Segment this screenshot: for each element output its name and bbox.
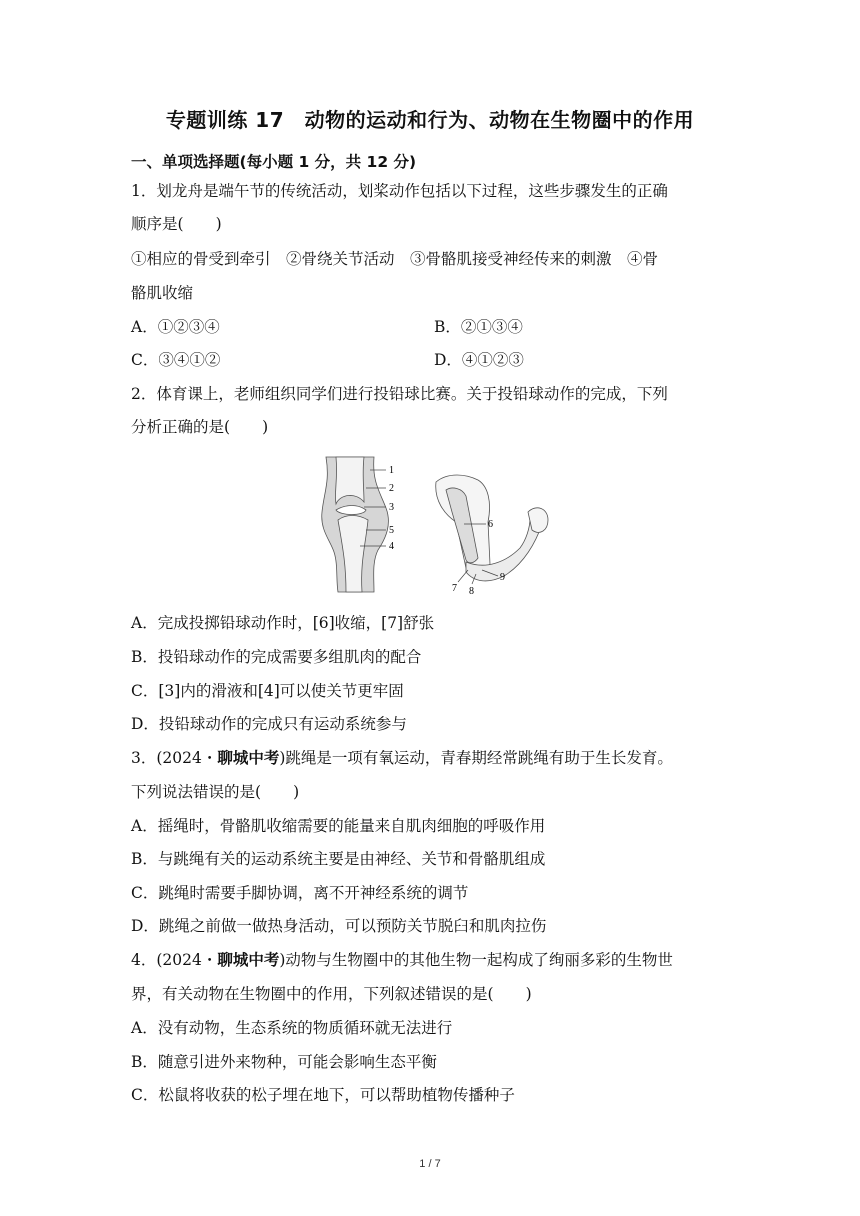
page-number: 1 / 7: [419, 1158, 441, 1170]
q1-stem-line1: 1．划龙舟是端午节的传统活动，划桨动作包括以下过程，这些步骤发生的正确: [131, 182, 668, 200]
fig-label-5: 5: [389, 525, 394, 536]
section-heading: 一、单项选择题(每小题 1 分，共 12 分): [131, 153, 417, 171]
q4-option-b: B．随意引进外来物种，可能会影响生态平衡: [131, 1053, 437, 1071]
fig-label-4: 4: [389, 541, 394, 552]
q3-option-a: A．摇绳时，骨骼肌收缩需要的能量来自肌肉细胞的呼吸作用: [131, 817, 546, 835]
joint-arm-figure: [316, 452, 556, 594]
q4-stem-line1: 4．(2024・聊城中考)动物与生物圈中的其他生物一起构成了绚丽多彩的生物世: [131, 951, 673, 969]
q4-option-a: A．没有动物，生态系统的物质循环就无法进行: [131, 1019, 453, 1037]
q3-option-b: B．与跳绳有关的运动系统主要是由神经、关节和骨骼肌组成: [131, 850, 546, 868]
q2-option-a: A．完成投掷铅球动作时，[6]收缩，[7]舒张: [131, 614, 435, 632]
arm-muscle-diagram: [436, 475, 548, 594]
fig-label-3: 3: [389, 502, 394, 513]
knee-joint-diagram: [322, 457, 394, 592]
q2-option-c: C．[3]内的滑液和[4]可以使关节更牢固: [131, 682, 404, 700]
q3-stem-line2: 下列说法错误的是( ): [131, 783, 300, 801]
q4-source: 聊城中考: [217, 951, 280, 969]
q2-stem-line1: 2．体育课上，老师组织同学们进行投铅球比赛。关于投铅球动作的完成，下列: [131, 385, 668, 403]
q2-option-b: B．投铅球动作的完成需要多组肌肉的配合: [131, 648, 422, 666]
fig-label-8: 8: [469, 586, 474, 594]
q4-option-c: C．松鼠将收获的松子埋在地下，可以帮助植物传播种子: [131, 1086, 515, 1104]
q4-stem-line2: 界，有关动物在生物圈中的作用，下列叙述错误的是( ): [131, 985, 532, 1003]
q1-option-b: B．②①③④: [434, 318, 523, 336]
q1-items-line2: 骼肌收缩: [131, 284, 194, 302]
fig-label-9: 9: [500, 572, 505, 583]
fig-label-6: 6: [488, 519, 493, 530]
q3-option-c: C．跳绳时需要手脚协调，离不开神经系统的调节: [131, 884, 469, 902]
fig-label-2: 2: [389, 483, 394, 494]
q1-option-d: D．④①②③: [434, 351, 524, 369]
q1-option-a: A．①②③④: [131, 318, 220, 336]
q3-source: 聊城中考: [217, 749, 280, 767]
q1-items-line1: ①相应的骨受到牵引 ②骨绕关节活动 ③骨骼肌接受神经传来的刺激 ④骨: [131, 250, 659, 268]
fig-label-7: 7: [452, 583, 457, 594]
q2-stem-line2: 分析正确的是( ): [131, 418, 269, 436]
q1-stem-line2: 顺序是( ): [131, 215, 222, 233]
q1-option-c: C．③④①②: [131, 351, 221, 369]
page-title: 专题训练 17 动物的运动和行为、动物在生物圈中的作用: [165, 108, 695, 132]
q3-option-d: D．跳绳之前做一做热身活动，可以预防关节脱臼和肌肉拉伤: [131, 917, 547, 935]
q2-option-d: D．投铅球动作的完成只有运动系统参与: [131, 715, 407, 733]
fig-label-1: 1: [389, 465, 394, 476]
q3-stem-line1: 3．(2024・聊城中考)跳绳是一项有氧运动，青春期经常跳绳有助于生长发育。: [131, 749, 673, 767]
